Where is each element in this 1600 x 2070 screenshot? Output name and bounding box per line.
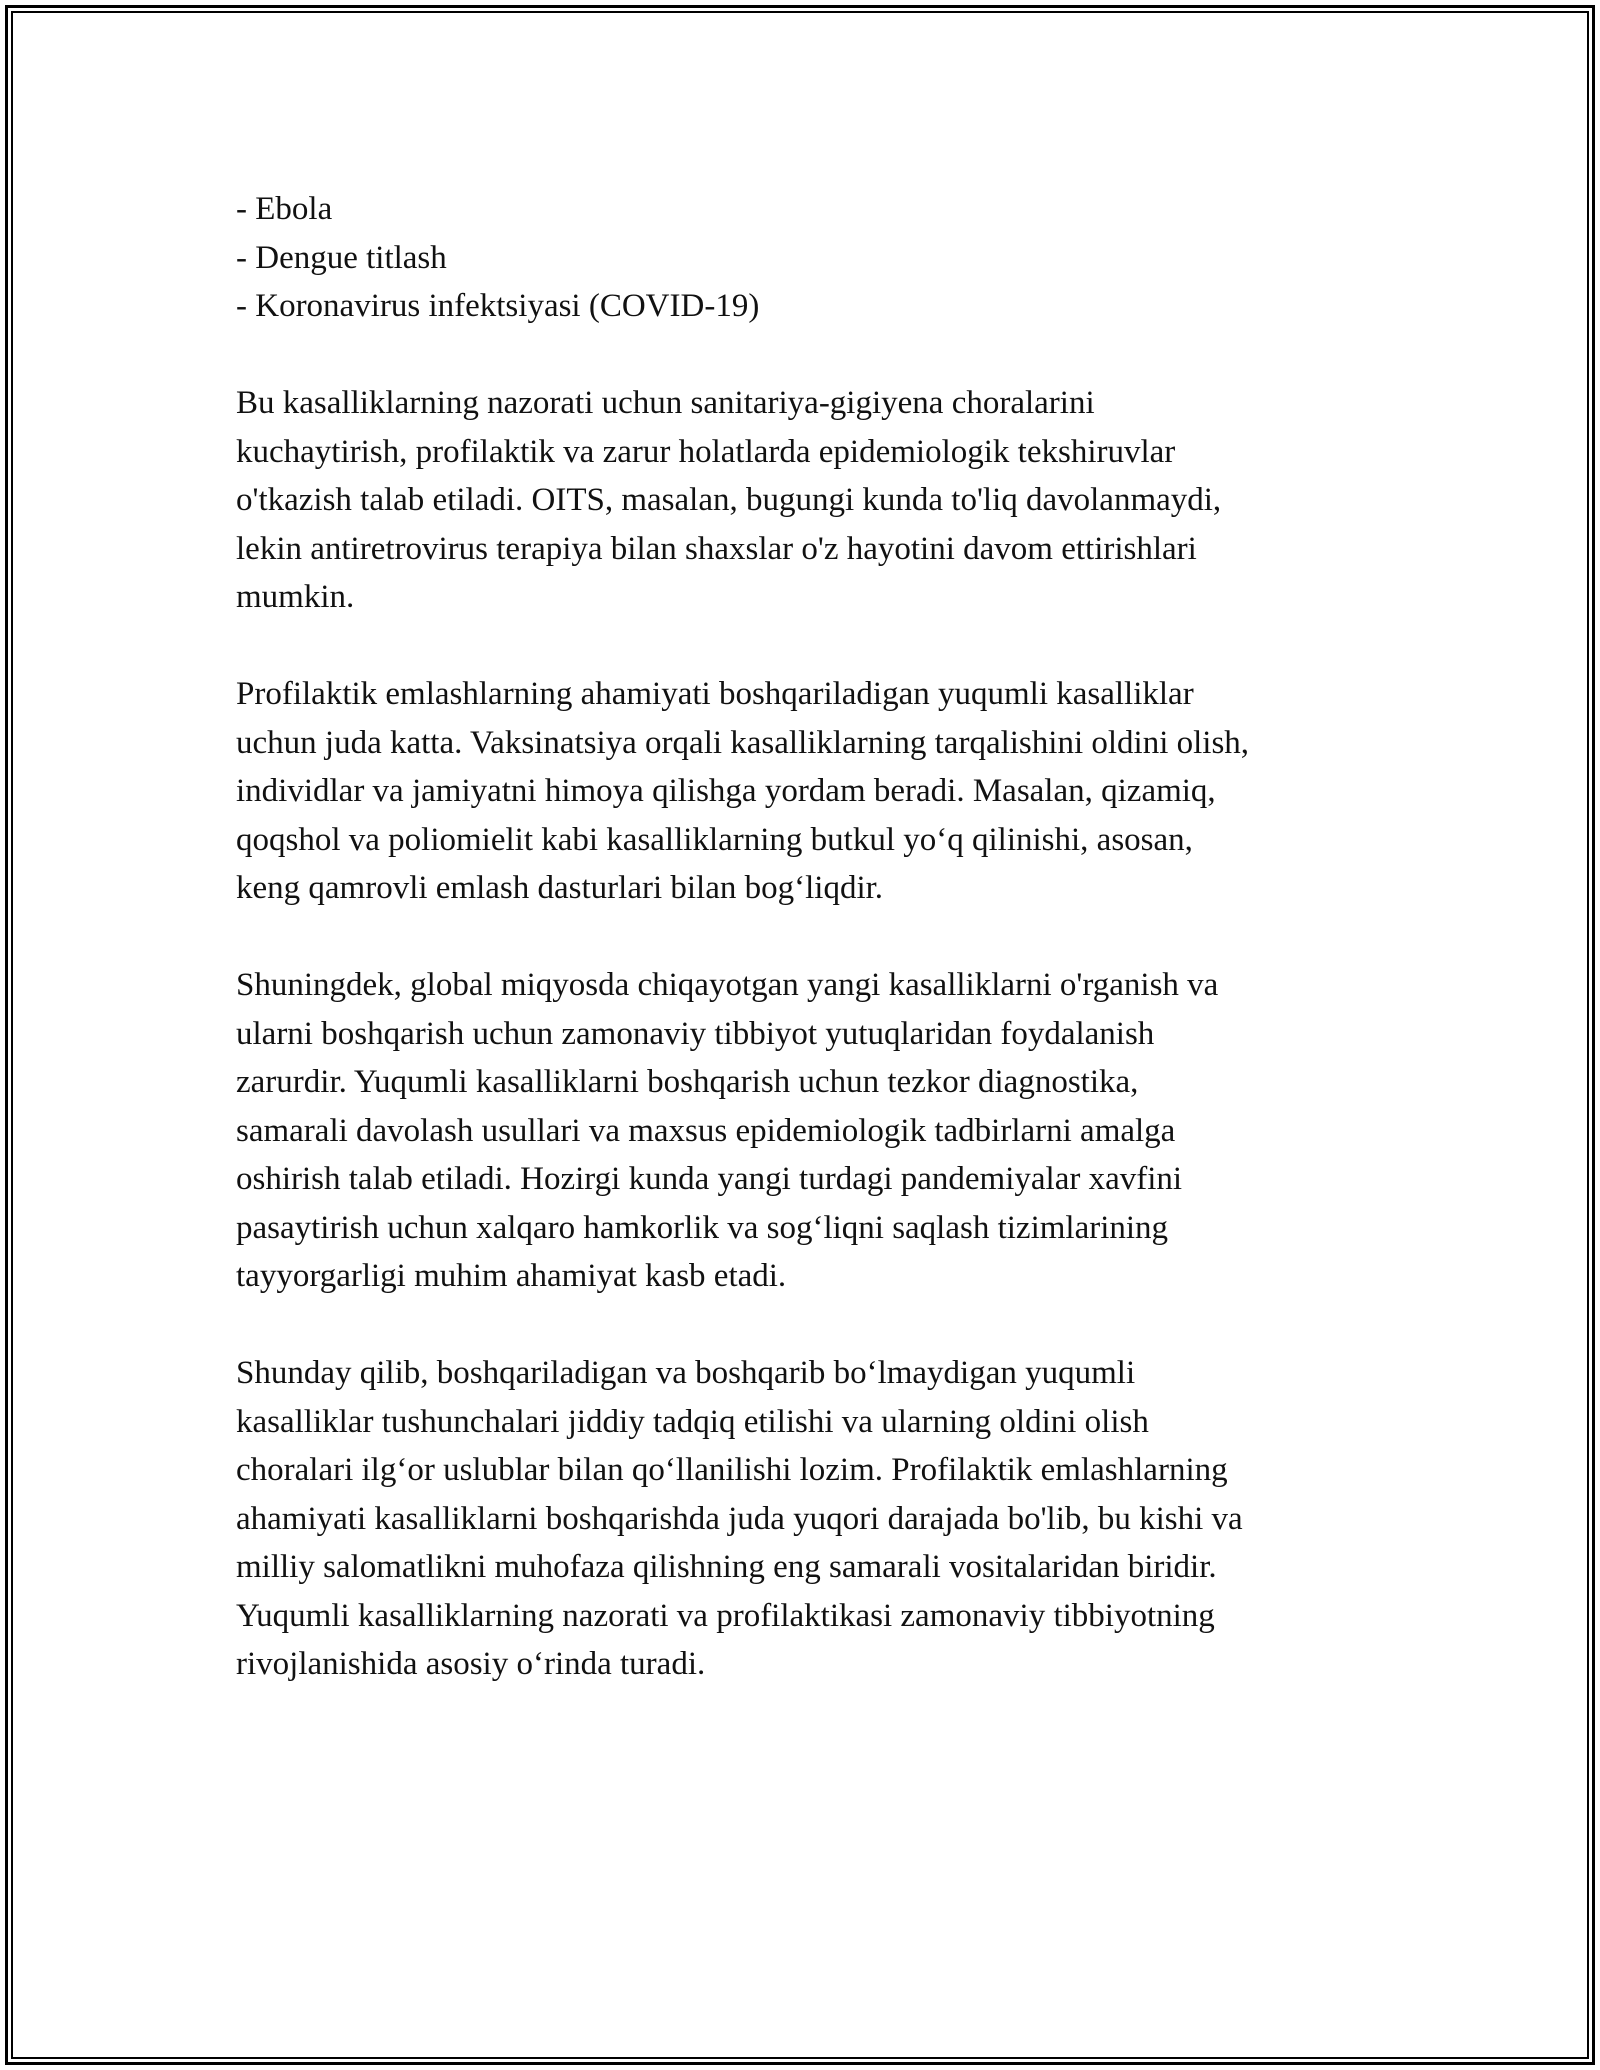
- text-line: o'tkazish talab etiladi. OITS, masalan, bugungi kunda to'liq davolanmaydi,: [236, 482, 1222, 518]
- list-item: - Ebola: [236, 191, 333, 227]
- text-line: milliy salomatlikni muhofaza qilishning eng samarali vositalaridan biridir.: [236, 1549, 1217, 1585]
- list-item: - Dengue titlash: [236, 239, 447, 276]
- text-line: keng qamrovli emlash dasturlari bilan bog‘liqdir.: [236, 870, 884, 906]
- document-body: [236, 185, 1396, 1689]
- text-line: zarurdir. Yuqumli kasalliklarni boshqarish uchun tezkor diagnostika,: [236, 1064, 1139, 1100]
- list-item: - Koronavirus infektsiyasi (COVID-19): [236, 288, 760, 324]
- text-line: mumkin.: [236, 579, 355, 615]
- text-line: ularni boshqarish uchun zamonaviy tibbiyot yutuqlaridan foydalanish: [236, 1015, 1155, 1052]
- paragraph-control-measures: [236, 379, 1396, 622]
- text-line: kasalliklar tushunchalari jiddiy tadqiq etilishi va ularning oldini olish: [236, 1403, 1149, 1440]
- text-line: lekin antiretrovirus terapiya bilan shaxslar o'z hayotini davom ettirishlari: [236, 530, 1197, 567]
- text-line: individlar va jamiyatni himoya qilishga yordam beradi. Masalan, qizamiq,: [236, 773, 1216, 809]
- text-line: pasaytirish uchun xalqaro hamkorlik va sog‘liqni saqlash tizimlarining: [236, 1209, 1169, 1246]
- text-line: Bu kasalliklarning nazorati uchun sanitariya-gigiyena choralarini: [236, 385, 1095, 421]
- text-line: rivojlanishida asosiy o‘rinda turadi.: [236, 1646, 706, 1682]
- text-line: Profilaktik emlashlarning ahamiyati boshqariladigan yuqumli kasalliklar: [236, 676, 1194, 712]
- text-line: tayyorgarligi muhim ahamiyat kasb etadi.: [236, 1258, 787, 1294]
- text-line: ahamiyati kasalliklarni boshqarishda juda yuqori darajada bo'lib, bu kishi va: [236, 1500, 1243, 1537]
- text-line: uchun juda katta. Vaksinatsiya orqali kasalliklarning tarqalishini oldini olish,: [236, 724, 1250, 761]
- paragraph-vaccination: [236, 670, 1396, 913]
- text-line: samarali davolash usullari va maxsus epidemiologik tadbirlarni amalga: [236, 1112, 1176, 1149]
- paragraph-conclusion: [236, 1349, 1396, 1689]
- text-line: Yuqumli kasalliklarning nazorati va profilaktikasi zamonaviy tibbiyotning: [236, 1597, 1215, 1634]
- paragraph-new-diseases: [236, 961, 1396, 1301]
- text-line: qoqshol va poliomielit kabi kasalliklarning butkul yo‘q qilinishi, asosan,: [236, 821, 1193, 858]
- text-line: oshirish talab etiladi. Hozirgi kunda yangi turdagi pandemiyalar xavfini: [236, 1161, 1183, 1197]
- text-line: Shuningdek, global miqyosda chiqayotgan yangi kasalliklarni o'rganish va: [236, 967, 1219, 1003]
- text-line: Shunday qilib, boshqariladigan va boshqarib bo‘lmaydigan yuqumli: [236, 1355, 1136, 1391]
- text-line: choralari ilg‘or uslublar bilan qo‘llanilishi lozim. Profilaktik emlashlarning: [236, 1452, 1228, 1488]
- text-line: kuchaytirish, profilaktik va zarur holatlarda epidemiologik tekshiruvlar: [236, 433, 1176, 470]
- disease-list: [236, 185, 1396, 331]
